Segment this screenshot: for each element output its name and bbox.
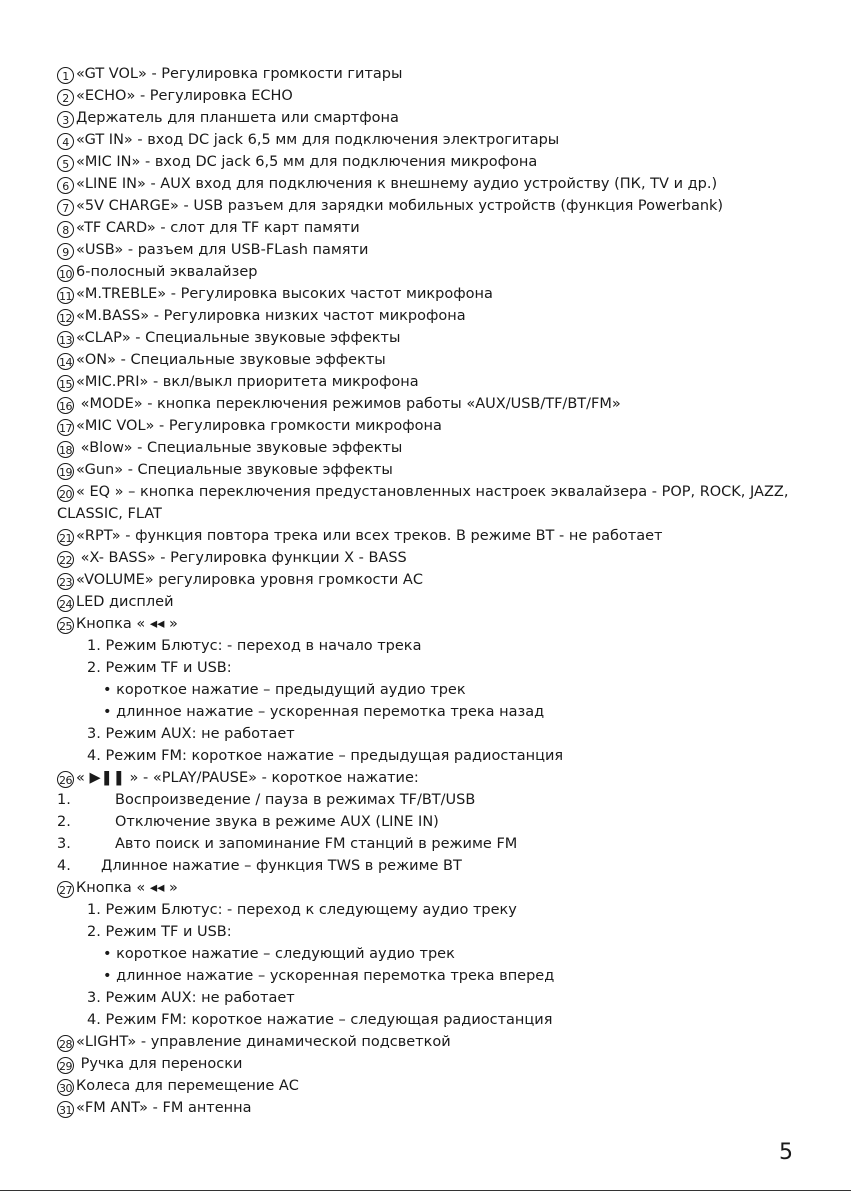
item-text: «X- BASS» - Регулировка функции X - BASS: [76, 550, 407, 566]
list-item: [57, 85, 837, 107]
subitem-text: Авто поиск и запоминание FM станций в режиме FM: [115, 836, 518, 852]
item-text: Кнопка « ◂◂ »: [76, 616, 178, 632]
list-item: [57, 459, 837, 481]
list-item: [57, 349, 837, 371]
item-number: 6: [57, 177, 74, 194]
list-item: [57, 1031, 837, 1053]
play-pause-subitem: [57, 811, 837, 833]
item-number: 13: [57, 331, 74, 348]
rewind-tf-usb-line: 2. Режим TF и USB:: [87, 660, 232, 676]
list-item: [57, 371, 837, 393]
list-item: [57, 1053, 837, 1075]
forward-fm-line: 4. Режим FM: короткое нажатие – следующая радиостанция: [87, 1012, 553, 1028]
list-item: [57, 525, 837, 547]
item-text: «RPT» - функция повтора трека или всех треков. В режиме BT - не работает: [76, 528, 663, 544]
item-number: 17: [57, 419, 74, 436]
list-item: [57, 63, 837, 85]
rewind-long-press-line: • длинное нажатие – ускоренная перемотка трека назад: [103, 704, 545, 720]
item-text: «5V CHARGE» - USB разъем для зарядки мобильных устройств (функция Powerbank): [76, 198, 724, 214]
item-number: 25: [57, 617, 74, 634]
item-number: 10: [57, 265, 74, 282]
item-text: Ручка для переноски: [76, 1056, 243, 1072]
list-item: [57, 613, 837, 635]
item-text: Колеса для перемещение АС: [76, 1078, 299, 1094]
item-number: 26: [57, 771, 74, 788]
item-text: «MIC VOL» - Регулировка громкости микрофона: [76, 418, 442, 434]
list-item: [57, 195, 837, 217]
list-item: [57, 437, 837, 459]
item-text: «VOLUME» регулировка уровня громкости АС: [76, 572, 423, 588]
list-item: [57, 305, 837, 327]
item-text: 6-полосный эквалайзер: [76, 264, 258, 280]
item-text: «Blow» - Специальные звуковые эффекты: [76, 440, 403, 456]
subitem-text: Воспроизведение / пауза в режимах TF/BT/USB: [115, 792, 476, 808]
list-item: [57, 217, 837, 239]
list-item: [57, 327, 837, 349]
item-number: 29: [57, 1057, 74, 1074]
list-item: [57, 569, 837, 591]
list-item: [57, 151, 837, 173]
play-pause-subitem: [57, 855, 837, 877]
item-text: «GT IN» - вход DC jack 6,5 мм для подключения электрогитары: [76, 132, 560, 148]
forward-aux-line: 3. Режим AUX: не работает: [87, 990, 295, 1006]
forward-bt-line: 1. Режим Блютус: - переход к следующему аудио треку: [87, 902, 517, 918]
subitem-text: Длинное нажатие – функция TWS в режиме BT: [101, 858, 462, 874]
subitem-text: Отключение звука в режиме AUX (LINE IN): [115, 814, 439, 830]
list-item: [57, 173, 837, 195]
list-item-play-pause: [57, 767, 837, 789]
item-text: «GT VOL» - Регулировка громкости гитары: [76, 66, 403, 82]
list-item: [57, 261, 837, 283]
item-number: 2: [57, 89, 74, 106]
item-number: 8: [57, 221, 74, 238]
item-text: «TF CARD» - слот для TF карт памяти: [76, 220, 360, 236]
item-text: LED дисплей: [76, 594, 174, 610]
item-text: «ON» - Специальные звуковые эффекты: [76, 352, 386, 368]
item-number: 30: [57, 1079, 74, 1096]
item-number: 31: [57, 1101, 74, 1118]
item-text: «M.BASS» - Регулировка низких частот микрофона: [76, 308, 466, 324]
rewind-bt-line: 1. Режим Блютус: - переход в начало трека: [87, 638, 422, 654]
feature-list: [57, 63, 837, 1119]
forward-short-press-line: • короткое нажатие – следующий аудио трек: [103, 946, 455, 962]
list-item: [57, 1075, 837, 1097]
list-item: [57, 1097, 837, 1119]
item-number: 27: [57, 881, 74, 898]
list-item: [57, 239, 837, 261]
item-number: 28: [57, 1035, 74, 1052]
subitem-number: 1.: [57, 792, 71, 808]
item-number: 3: [57, 111, 74, 128]
item-number: 24: [57, 595, 74, 612]
list-item: [57, 283, 837, 305]
list-item: [57, 591, 837, 613]
item-text: «MIC.PRI» - вкл/выкл приоритета микрофона: [76, 374, 419, 390]
item-number: 7: [57, 199, 74, 216]
item-number: 9: [57, 243, 74, 260]
item-text: « EQ » – кнопка переключения предустановленных настроек эквалайзера - POP, ROCK, JAZZ, CLASSIC, FLAT: [57, 484, 789, 522]
item-text: «LIGHT» - управление динамической подсветкой: [76, 1034, 451, 1050]
forward-tf-usb-line: 2. Режим TF и USB:: [87, 924, 232, 940]
item-number: 4: [57, 133, 74, 150]
item-text: «MODE» - кнопка переключения режимов работы «AUX/USB/TF/BT/FM»: [76, 396, 621, 412]
rewind-fm-line: 4. Режим FM: короткое нажатие – предыдущая радиостанция: [87, 748, 564, 764]
play-pause-subitem: [57, 789, 837, 811]
list-item-forward: [57, 877, 837, 899]
list-item: [57, 547, 837, 569]
item-number: 12: [57, 309, 74, 326]
list-item: [57, 393, 837, 415]
item-number: 15: [57, 375, 74, 392]
bottom-divider: [0, 1190, 851, 1191]
forward-long-press-line: • длинное нажатие – ускоренная перемотка трека вперед: [103, 968, 555, 984]
rewind-aux-line: 3. Режим AUX: не работает: [87, 726, 295, 742]
list-item: [57, 481, 837, 525]
list-item: [57, 129, 837, 151]
subitem-number: 2.: [57, 814, 71, 830]
play-pause-subitem: [57, 833, 837, 855]
list-item: [57, 107, 837, 129]
item-number: 23: [57, 573, 74, 590]
rewind-short-press-line: • короткое нажатие – предыдущий аудио трек: [103, 682, 466, 698]
list-item: [57, 415, 837, 437]
item-text: «M.TREBLE» - Регулировка высоких частот микрофона: [76, 286, 493, 302]
item-number: 19: [57, 463, 74, 480]
item-text: Кнопка « ◂◂ »: [76, 880, 178, 896]
item-number: 16: [57, 397, 74, 414]
item-number: 22: [57, 551, 74, 568]
item-text: «CLAP» - Специальные звуковые эффекты: [76, 330, 401, 346]
item-text: «LINE IN» - AUX вход для подключения к внешнему аудио устройству (ПК, TV и др.): [76, 176, 718, 192]
item-number: 18: [57, 441, 74, 458]
item-number: 11: [57, 287, 74, 304]
item-text: « ▶❚❚ » - «PLAY/PAUSE» - короткое нажатие:: [76, 770, 419, 786]
item-text: «FM ANT» - FM антенна: [76, 1100, 252, 1116]
item-number: 1: [57, 67, 74, 84]
item-number: 20: [57, 485, 74, 502]
item-number: 14: [57, 353, 74, 370]
item-text: «MIC IN» - вход DC jack 6,5 мм для подключения микрофона: [76, 154, 538, 170]
item-text: «USB» - разъем для USB-FLash памяти: [76, 242, 369, 258]
item-text: Держатель для планшета или смартфона: [76, 110, 399, 126]
item-text: «Gun» - Специальные звуковые эффекты: [76, 462, 393, 478]
item-number: 21: [57, 529, 74, 546]
subitem-number: 3.: [57, 836, 71, 852]
subitem-number: 4.: [57, 858, 71, 874]
page-number: 5: [779, 1140, 793, 1165]
item-text: «ECHO» - Регулировка ECHO: [76, 88, 293, 104]
item-number: 5: [57, 155, 74, 172]
